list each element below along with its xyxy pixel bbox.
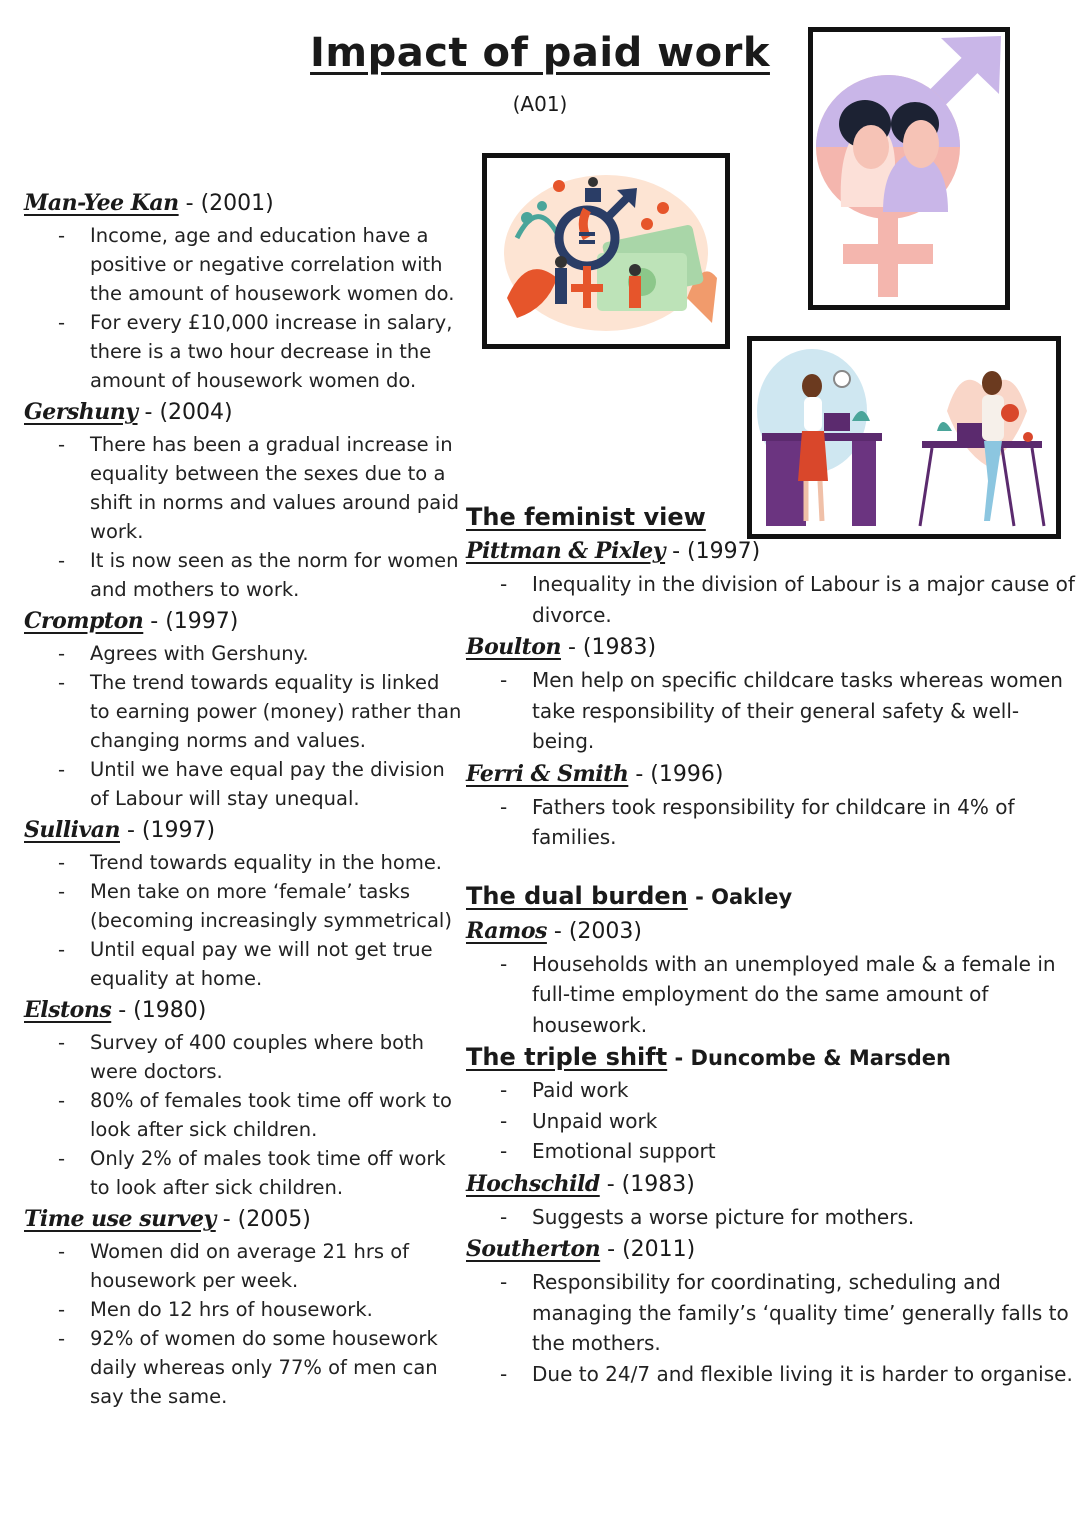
list-item: - Until we have equal pay the division of Labour will stay unequal. bbox=[24, 755, 464, 813]
author-name: Crompton bbox=[24, 608, 144, 634]
author-name: Ferri & Smith bbox=[466, 760, 629, 787]
bullet-list bbox=[24, 848, 464, 993]
bullet-list bbox=[24, 430, 464, 604]
bullet-list bbox=[466, 949, 1076, 1041]
bullet-list bbox=[24, 221, 464, 395]
author-year: - (2004) bbox=[137, 400, 233, 425]
feminist-authors bbox=[466, 536, 1076, 853]
list-item: - Responsibility for coordinating, scheduling and managing the family’s ‘quality time’ generally falls to the mothers. bbox=[466, 1267, 1076, 1359]
author-name: Pittman & Pixley bbox=[466, 538, 666, 564]
bullet-list bbox=[466, 792, 1076, 853]
author-heading bbox=[466, 536, 1076, 567]
list-item: - The trend towards equality is linked to earning power (money) rather than changing norms and values. bbox=[24, 668, 464, 755]
author-heading bbox=[24, 606, 464, 637]
list-item: - There has been a gradual increase in equality between the sexes due to a shift in norms and values around paid work. bbox=[24, 430, 464, 546]
author-year: - (1996) bbox=[628, 761, 724, 787]
dual-burden-authors bbox=[466, 916, 1076, 1041]
list-item: - 92% of women do some housework daily whereas only 77% of men can say the same. bbox=[24, 1324, 464, 1411]
author-name: Boulton bbox=[466, 634, 561, 660]
author-year: - (2011) bbox=[600, 1237, 696, 1262]
author-name: Time use survey bbox=[24, 1206, 216, 1232]
list-item: - Survey of 400 couples where both were doctors. bbox=[24, 1028, 464, 1086]
author-year: - (2001) bbox=[178, 191, 274, 216]
list-item: - Suggests a worse picture for mothers. bbox=[466, 1202, 1076, 1233]
author-name: Man-Yee Kan bbox=[24, 190, 179, 216]
list-item: - Trend towards equality in the home. bbox=[24, 848, 464, 877]
author-year: - (2005) bbox=[215, 1207, 311, 1232]
author-name: Ramos bbox=[466, 917, 547, 944]
author-name: Sullivan bbox=[24, 817, 120, 843]
author-year: - (1980) bbox=[111, 998, 207, 1023]
author-year: - (1983) bbox=[599, 1171, 695, 1197]
list-item: - 80% of females took time off work to look after sick children. bbox=[24, 1086, 464, 1144]
author-year: - (1997) bbox=[143, 609, 239, 634]
list-item: - Due to 24/7 and flexible living it is harder to organise. bbox=[466, 1359, 1076, 1390]
money-gender-illustration bbox=[482, 153, 730, 349]
author-heading bbox=[24, 815, 464, 846]
author-heading bbox=[466, 759, 1076, 790]
author-heading bbox=[24, 995, 464, 1026]
list-item: - It is now seen as the norm for women and mothers to work. bbox=[24, 546, 464, 604]
list-item: - Men do 12 hrs of housework. bbox=[24, 1295, 464, 1324]
author-heading bbox=[24, 397, 464, 428]
list-item: - Men take on more ‘female’ tasks (becoming increasingly symmetrical) bbox=[24, 877, 464, 935]
list-item: - Men help on specific childcare tasks whereas women take responsibility of their general safety & well-being. bbox=[466, 665, 1076, 757]
author-heading bbox=[466, 916, 1076, 947]
list-item: - Fathers took responsibility for childcare in 4% of families. bbox=[466, 792, 1076, 853]
dual-burden-heading: The dual burden - Oakley bbox=[466, 881, 793, 910]
list-item: - Women did on average 21 hrs of housework per week. bbox=[24, 1237, 464, 1295]
list-item: - Households with an unemployed male & a female in full-time employment do the same amount of housework. bbox=[466, 949, 1076, 1041]
author-name: Gershuny bbox=[24, 399, 138, 425]
author-heading bbox=[466, 1234, 1076, 1265]
money-gender-illustration-icon bbox=[487, 158, 725, 344]
list-item: - Paid work bbox=[466, 1075, 1076, 1106]
bullet-list bbox=[466, 569, 1076, 630]
bullet-list bbox=[466, 1267, 1076, 1389]
list-item: - Inequality in the division of Labour is a major cause of divorce. bbox=[466, 569, 1076, 630]
triple-shift-authors bbox=[466, 1169, 1076, 1390]
author-heading bbox=[24, 188, 464, 219]
bullet-list bbox=[466, 1202, 1076, 1233]
left-column bbox=[24, 186, 464, 1411]
right-column bbox=[466, 500, 1076, 1389]
list-item: - For every £10,000 increase in salary, there is a two hour decrease in the amount of housework women do. bbox=[24, 308, 464, 395]
author-year: - (1983) bbox=[560, 635, 657, 660]
bullet-list bbox=[24, 1237, 464, 1411]
page-subtitle: (A01) bbox=[512, 92, 568, 116]
author-name: Hochschild bbox=[466, 1170, 600, 1197]
bullet-list bbox=[466, 665, 1076, 757]
list-item: - Income, age and education have a positive or negative correlation with the amount of housework women do. bbox=[24, 221, 464, 308]
author-name: Southerton bbox=[466, 1236, 601, 1262]
author-heading bbox=[466, 1169, 1076, 1200]
author-year: - (1997) bbox=[665, 539, 761, 564]
gender-symbol-couple-icon bbox=[813, 32, 1005, 305]
list-item: - Emotional support bbox=[466, 1136, 1076, 1167]
triple-shift-points bbox=[466, 1075, 1076, 1167]
list-item: - Only 2% of males took time off work to look after sick children. bbox=[24, 1144, 464, 1202]
feminist-view-heading: The feminist view bbox=[466, 503, 706, 531]
author-year: - (1997) bbox=[120, 818, 216, 843]
list-item: - Unpaid work bbox=[466, 1106, 1076, 1137]
author-heading bbox=[24, 1204, 464, 1235]
bullet-list bbox=[24, 639, 464, 813]
author-year: - (2003) bbox=[546, 918, 642, 944]
gender-symbol-couple-illustration bbox=[808, 27, 1010, 310]
list-item: - Until equal pay we will not get true equality at home. bbox=[24, 935, 464, 993]
bullet-list bbox=[24, 1028, 464, 1202]
list-item: - Agrees with Gershuny. bbox=[24, 639, 464, 668]
page-title: Impact of paid work bbox=[310, 30, 770, 76]
triple-shift-heading: The triple shift - Duncombe & Marsden bbox=[466, 1043, 951, 1071]
author-heading bbox=[466, 632, 1076, 663]
author-name: Elstons bbox=[24, 997, 112, 1023]
